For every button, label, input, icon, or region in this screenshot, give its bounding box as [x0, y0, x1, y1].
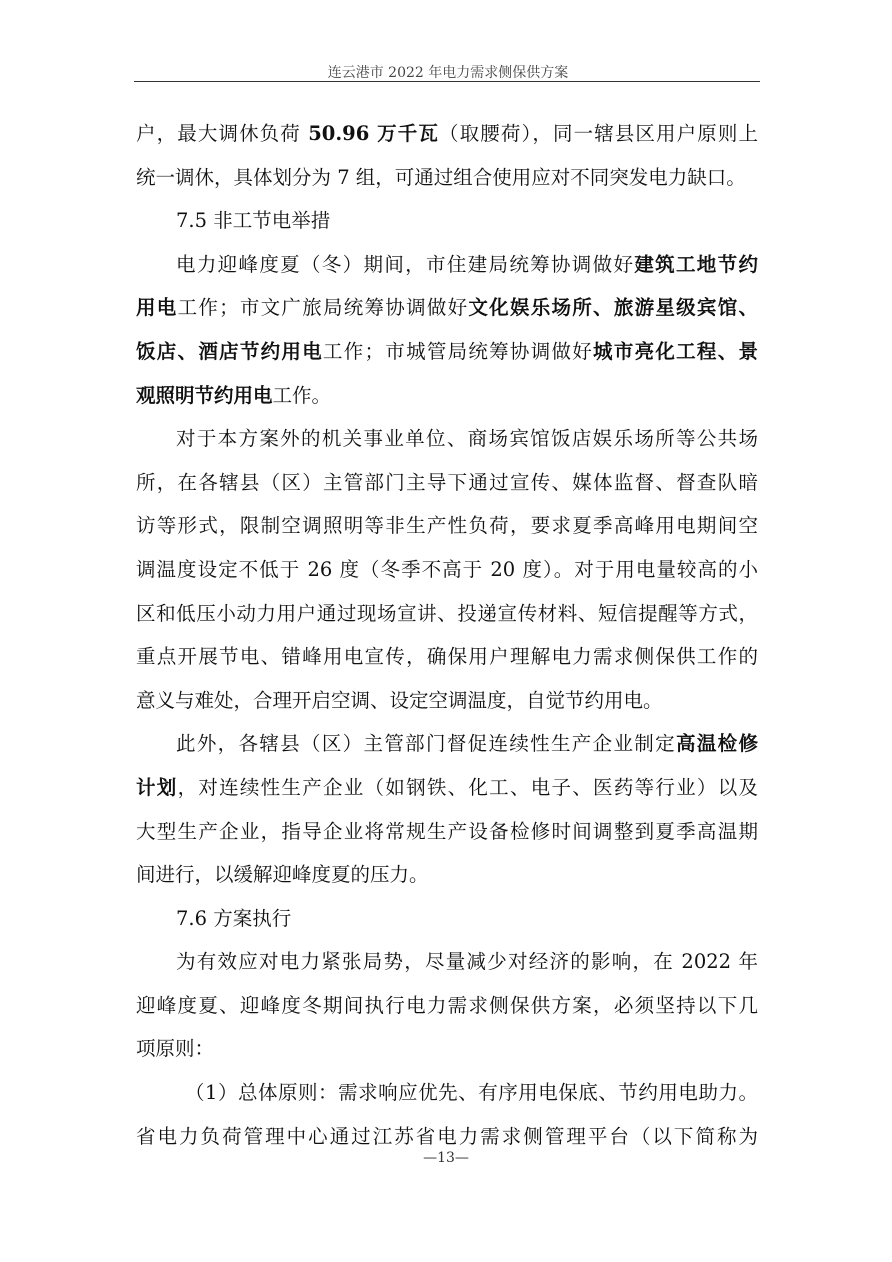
running-header: 连云港市 2022 年电力需求侧保供方案 [327, 65, 569, 81]
section-heading-7-5: 7.5 非工节电举措 [176, 209, 331, 233]
paragraph-line: 省电力负荷管理中心通过江苏省电力需求侧管理平台（以下简称为 [136, 1124, 758, 1148]
paragraph-line [136, 243, 758, 287]
section-heading-7-6: 7.6 方案执行 [176, 906, 292, 930]
paragraph-line [136, 330, 758, 374]
bold-text-run: 建筑工地节约 [634, 252, 758, 276]
header-divider [134, 81, 760, 82]
paragraph-line [136, 286, 758, 330]
paragraph-line [136, 112, 758, 156]
paragraph-line [136, 722, 758, 766]
bold-text-run: 城市亮化工程、景 [593, 339, 758, 363]
paragraph-line: 对于本方案外的机关事业单位、商场宾馆饭店娱乐场所等公共场 [176, 427, 758, 451]
bold-text-run: 文化娱乐场所、旅游星级宾馆、 [468, 296, 758, 320]
paragraph-line: 间进行，以缓解迎峰度夏的压力。 [136, 863, 429, 887]
paragraph-line: 访等形式，限制空调照明等非生产性负荷，要求夏季高峰用电期间空 [136, 514, 758, 538]
text-run: 工作。 [272, 383, 332, 407]
page-number: —13— [423, 1150, 469, 1166]
paragraph-line [136, 766, 758, 810]
paragraph-line: 统一调休，具体划分为 7 组，可通过组合使用应对不同突发电力缺口。 [136, 165, 746, 189]
text-run: （取腰荷），同一辖县区用户原则上 [439, 122, 758, 145]
text-run: 此外，各辖县（区）主管部门督促连续性生产企业制定 [176, 732, 676, 756]
paragraph-line [136, 374, 758, 418]
paragraph-line: 为有效应对电力紧张局势，尽量减少对经济的影响，在 2022 年 [176, 950, 758, 974]
text-run: 工作；市城管局统筹协调做好 [322, 339, 594, 363]
text-run: 电力迎峰度夏（冬）期间，市住建局统筹协调做好 [176, 252, 635, 276]
bold-text-run: 饭店、酒店节约用电 [136, 339, 323, 363]
text-run: 户，最大调休负荷 [136, 122, 309, 145]
paragraph-line: （1）总体原则：需求响应优先、有序用电保底、节约用电助力。 [185, 1081, 758, 1105]
paragraph-line: 大型生产企业，指导企业将常规生产设备检修时间调整到夏季高温期 [136, 819, 758, 843]
bold-text-run: 高温检修 [675, 732, 758, 756]
paragraph-line: 区和低压小动力用户通过现场宣讲、投递宣传材料、短信提醒等方式， [136, 601, 758, 625]
paragraph-line: 调温度设定不低于 26 度（冬季不高于 20 度）。对于用电量较高的小 [136, 557, 758, 581]
paragraph-line: 项原则： [136, 1037, 215, 1061]
bold-text-run: 观照明节约用电 [136, 383, 273, 407]
text-run: 工作；市文广旅局统筹协调做好 [177, 296, 469, 320]
paragraph-line: 迎峰度夏、迎峰度冬期间执行电力需求侧保供方案，必须坚持以下几 [136, 993, 758, 1017]
paragraph-line: 意义与难处，合理开启空调、设定空调温度，自觉节约用电。 [136, 688, 663, 712]
bold-text-run: 用电 [136, 296, 178, 320]
paragraph-line: 重点开展节电、错峰用电宣传，确保用户理解电力需求侧保供工作的 [136, 645, 758, 669]
text-run: ，对连续性生产企业（如钢铁、化工、电子、医药等行业）以及 [177, 775, 758, 799]
bold-text-run: 50.96 万千瓦 [308, 122, 440, 145]
document-body [136, 112, 758, 1158]
bold-text-run: 计划 [136, 775, 178, 799]
paragraph-line: 所，在各辖县（区）主管部门主导下通过宣传、媒体监督、督查队暗 [136, 470, 758, 494]
